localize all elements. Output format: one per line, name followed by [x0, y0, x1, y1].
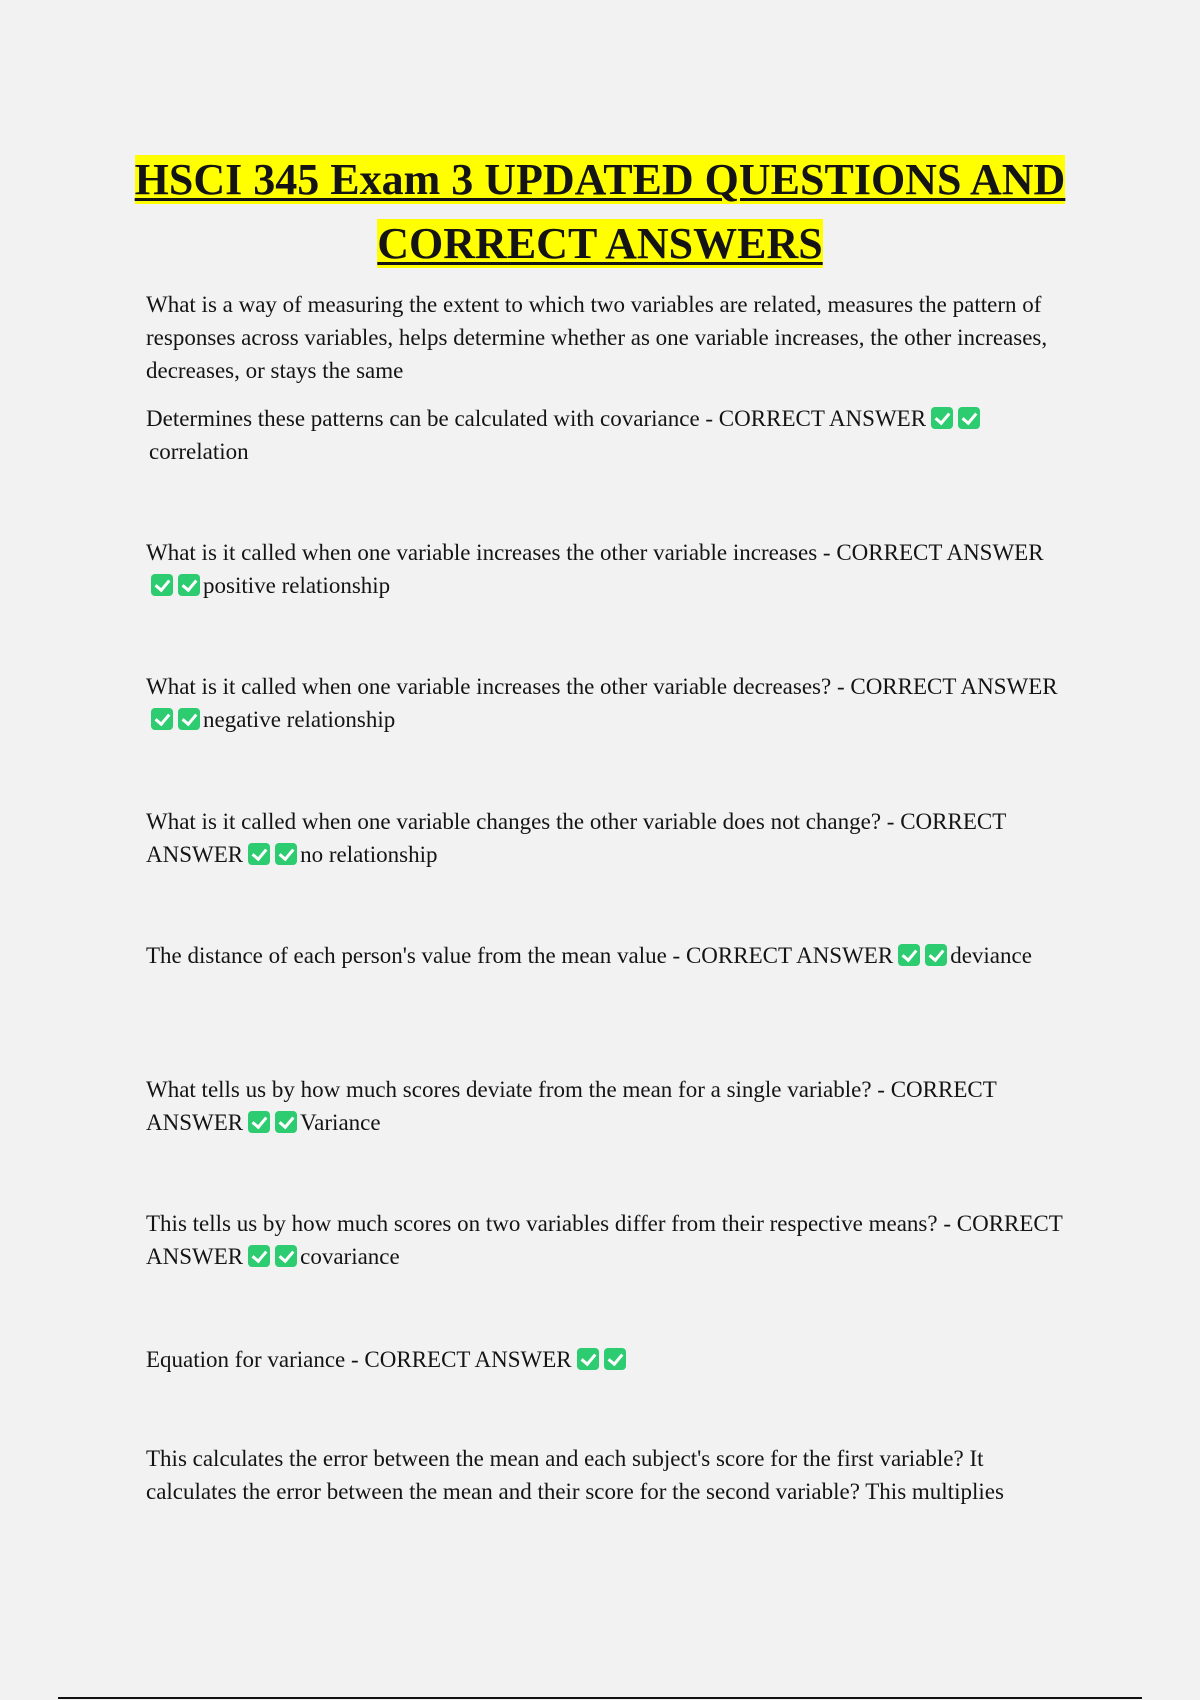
intro-question: What is a way of measuring the extent to which two variables are related, measures the pattern of responses across variables, helps determine whether as one variable increases, the other increases, decreases, or stays the same: [146, 292, 1048, 383]
qa-item: [146, 536, 1066, 602]
check-mark-icon: [958, 407, 980, 429]
qa-item: [146, 805, 1066, 871]
check-mark-icon: [178, 574, 200, 596]
answer-text: negative relationship: [203, 707, 396, 732]
check-mark-icon: [151, 708, 173, 730]
document-title: HSCI 345 Exam 3 UPDATED QUESTIONS AND CORRECT ANSWERS: [134, 155, 1066, 268]
question-text: What is it called when one variable changes the other variable does not change? - CORRECT ANSWER: [146, 809, 1006, 867]
qa-item: [146, 670, 1066, 736]
check-mark-icon: [275, 1245, 297, 1267]
page-bottom-rule: [58, 1697, 1142, 1699]
check-mark-icon: [898, 944, 920, 966]
check-mark-icon: [925, 944, 947, 966]
check-mark-icon: [275, 843, 297, 865]
check-mark-icon: [275, 1111, 297, 1133]
check-mark-icon: [248, 1245, 270, 1267]
qa-item: [146, 1343, 1066, 1376]
question-text: What tells us by how much scores deviate from the mean for a single variable? - CORRECT ANSWER: [146, 1077, 997, 1135]
question-text: What is it called when one variable increases the other variable decreases? - CORRECT ANSWER: [146, 674, 1058, 699]
answer-text: positive relationship: [203, 573, 391, 598]
answer-text: covariance: [300, 1244, 400, 1269]
trailing-question: This calculates the error between the mean and each subject's score for the first variable? It calculates the error between the mean and their score for the second variable? This multiplies: [146, 1446, 1004, 1504]
answer-text: correlation: [149, 439, 249, 464]
answer-text: Variance: [300, 1110, 381, 1135]
check-mark-icon: [248, 1111, 270, 1133]
check-mark-icon: [577, 1348, 599, 1370]
check-mark-icon: [931, 407, 953, 429]
qa-item: [146, 402, 1066, 468]
check-mark-icon: [604, 1348, 626, 1370]
qa-item: [146, 1207, 1066, 1273]
question-text: This tells us by how much scores on two variables differ from their respective means? - CORRECT ANSWER: [146, 1211, 1063, 1269]
qa-item: [146, 939, 1066, 972]
check-mark-icon: [178, 708, 200, 730]
qa-item: [146, 1073, 1066, 1139]
check-mark-icon: [151, 574, 173, 596]
question-text: The distance of each person's value from the mean value - CORRECT ANSWER: [146, 943, 894, 968]
check-mark-icon: [248, 843, 270, 865]
question-text: Determines these patterns can be calculated with covariance - CORRECT ANSWER: [146, 406, 927, 431]
question-text: What is it called when one variable increases the other variable increases - CORRECT ANSWER: [146, 540, 1044, 565]
question-text: Equation for variance - CORRECT ANSWER: [146, 1347, 572, 1372]
answer-text: deviance: [950, 943, 1032, 968]
answer-text: no relationship: [300, 842, 438, 867]
